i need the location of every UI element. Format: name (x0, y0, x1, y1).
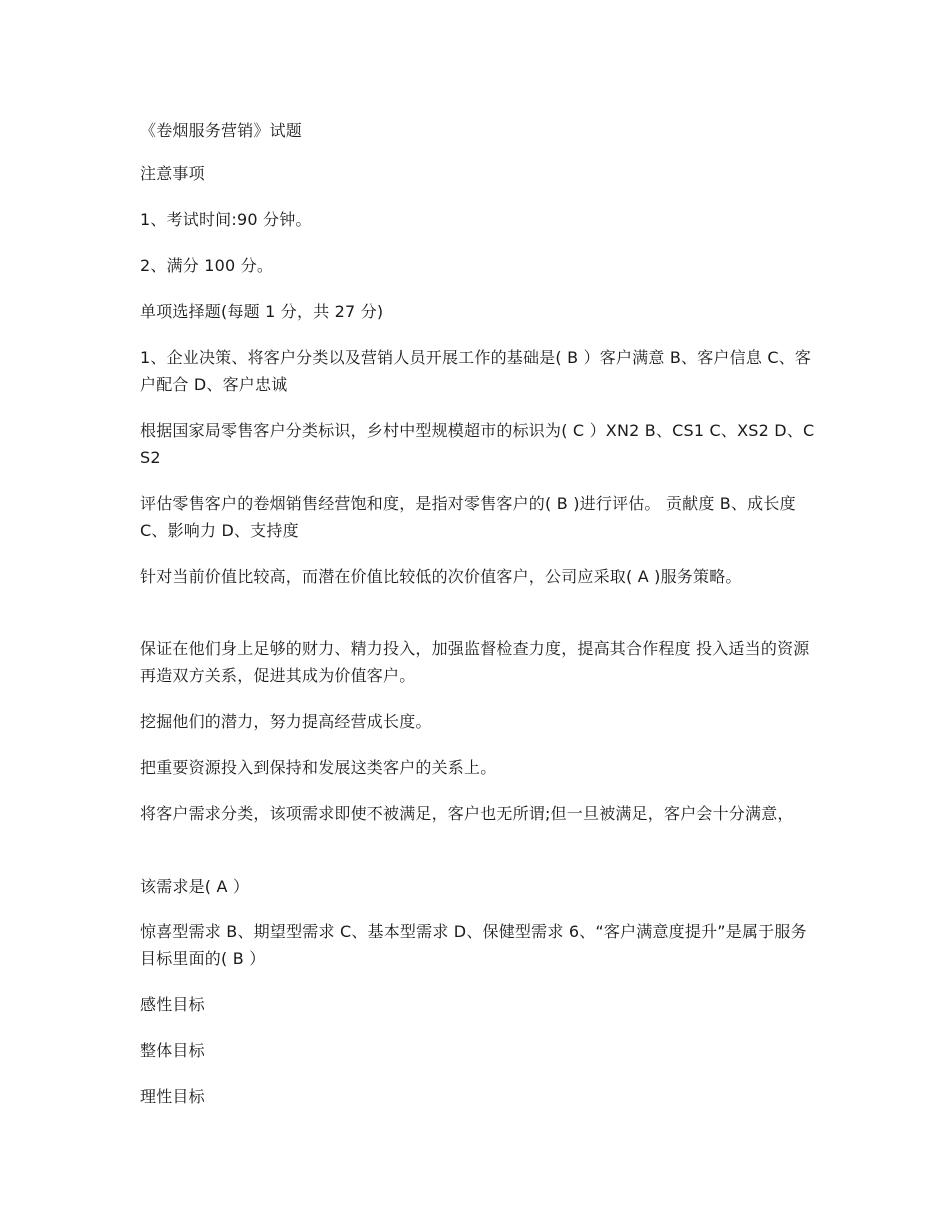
question-4-option-3: 把重要资源投入到保持和发展这类客户的关系上。 (140, 758, 497, 777)
question-2: 根据国家局零售客户分类标识，乡村中型规模超市的标识为( C ）XN2 B、CS1 C、XS2 D、CS2 (140, 421, 815, 467)
question-4-option-1: 保证在他们身上足够的财力、精力投入，加强监督检查力度，提高其合作程度 投入适当的资源再造双方关系，促进其成为价值客户。 (140, 639, 810, 685)
notice-item-time: 1、考试时间:90 分钟。 (140, 210, 312, 229)
question-4-option-2: 挖掘他们的潜力，努力提高经营成长度。 (140, 712, 432, 731)
question-6-option-3: 理性目标 (140, 1087, 205, 1106)
notice-heading: 注意事项 (140, 164, 205, 183)
notice-item-score: 2、满分 100 分。 (140, 256, 274, 275)
question-1: 1、企业决策、将客户分类以及营销人员开展工作的基础是( B ）客户满意 B、客户信息 C、客户配合 D、客户忠诚 (140, 348, 812, 394)
question-5: 将客户需求分类，该项需求即使不被满足，客户也无所谓;但一旦被满足，客户会十分满意， (140, 804, 794, 823)
question-4: 针对当前价值比较高，而潜在价值比较低的次价值客户，公司应采取( A )服务策略。 (140, 567, 742, 586)
question-5-options: 惊喜型需求 B、期望型需求 C、基本型需求 D、保健型需求 6、“客户满意度提升”是属于服务目标里面的( B ） (140, 922, 807, 968)
question-6-option-1: 感性目标 (140, 995, 205, 1014)
question-3: 评估零售客户的卷烟销售经营饱和度，是指对零售客户的( B )进行评估。 贡献度 B、成长度 C、影响力 D、支持度 (140, 494, 796, 540)
question-6-option-2: 整体目标 (140, 1041, 205, 1060)
question-5-answer: 该需求是( A ） (140, 877, 250, 896)
document-title: 《卷烟服务营销》试题 (140, 121, 303, 140)
section-heading: 单项选择题(每题 1 分，共 27 分) (140, 302, 384, 321)
